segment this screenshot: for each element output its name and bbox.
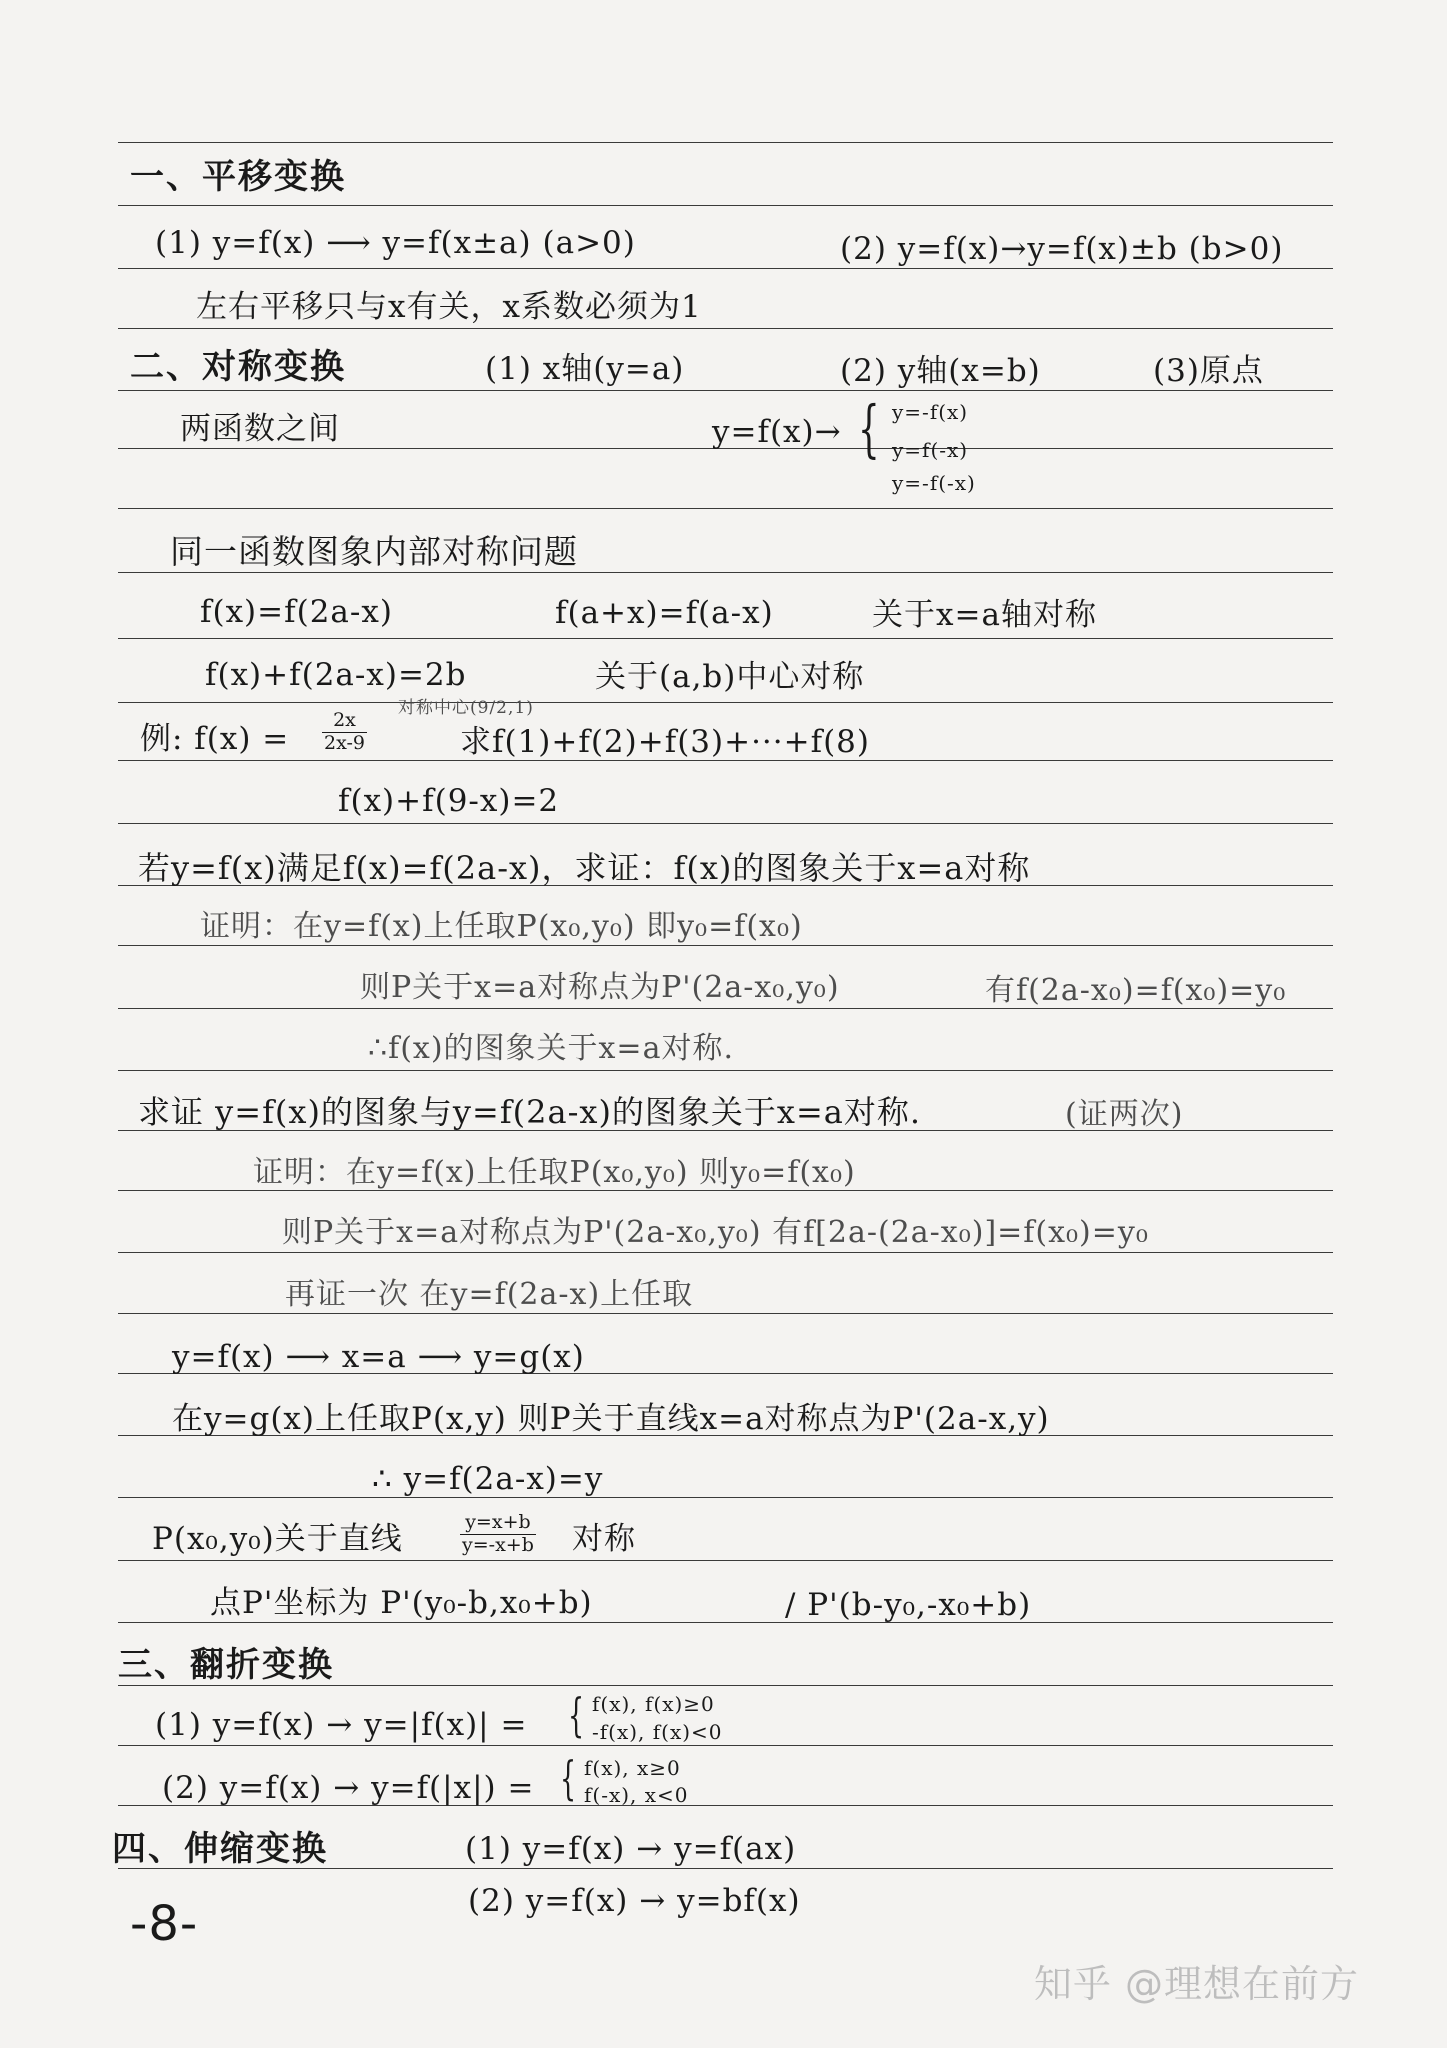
ruled-line bbox=[118, 1685, 1333, 1686]
proof-1-line-a: 证明：在y=f(x)上任取P(x₀,y₀) 即y₀=f(x₀) bbox=[200, 909, 803, 944]
proof-1-line-c: 有f(2a-x₀)=f(x₀)=y₀ bbox=[985, 973, 1287, 1008]
between-functions-label: 两函数之间 bbox=[180, 411, 340, 447]
line-symmetry-lead: P(x₀,y₀)关于直线 bbox=[152, 1521, 403, 1557]
line-equation-2: y=-x+b bbox=[462, 1533, 534, 1556]
proof-2-line-b: 则P关于x=a对称点为P'(2a-x₀,y₀) 有f[2a-(2a-x₀)]=f(x₀)=y₀ bbox=[282, 1215, 1149, 1250]
page-number: -8- bbox=[130, 1896, 199, 1952]
proof-2-line-a: 证明：在y=f(x)上任取P(x₀,y₀) 则y₀=f(x₀) bbox=[253, 1155, 856, 1190]
line-equation-1: y=x+b bbox=[460, 1512, 536, 1535]
symmetry-chain-step: 在y=g(x)上任取P(x,y) 则P关于直线x=a对称点为P'(2a-x,y) bbox=[172, 1401, 1050, 1437]
ruled-line bbox=[118, 823, 1333, 824]
axis-symmetry-eq-2: f(a+x)=f(a-x) bbox=[555, 595, 774, 631]
ruled-line bbox=[118, 205, 1333, 206]
symmetry-map: y=f(x)→ bbox=[712, 414, 842, 450]
symmetry-case-1: y=-f(x) bbox=[892, 400, 969, 424]
ruled-line bbox=[118, 1190, 1333, 1191]
ruled-line bbox=[118, 328, 1333, 329]
line-equations bbox=[460, 1512, 536, 1557]
symmetry-y-axis: (2) y轴(x=b) bbox=[840, 353, 1041, 389]
ruled-line bbox=[118, 1497, 1333, 1498]
axis-symmetry-note: 关于x=a轴对称 bbox=[872, 597, 1097, 633]
center-symmetry-note: 关于(a,b)中心对称 bbox=[595, 659, 865, 695]
scaling-item-1: (1) y=f(x) → y=f(ax) bbox=[465, 1831, 797, 1867]
ruled-line bbox=[118, 1313, 1333, 1314]
proof-1-line-b: 则P关于x=a对称点为P'(2a-x₀,y₀) bbox=[360, 970, 840, 1005]
ruled-line bbox=[118, 1560, 1333, 1561]
line-symmetry-tail: 对称 bbox=[572, 1521, 636, 1557]
problem-1-statement: 若y=f(x)满足f(x)=f(2a-x)，求证：f(x)的图象关于x=a对称 bbox=[138, 849, 1031, 887]
folding-item-2: (2) y=f(x) → y=f(|x|) = bbox=[162, 1770, 535, 1806]
symmetry-chain: y=f(x) ⟶ x=a ⟶ y=g(x) bbox=[172, 1339, 585, 1375]
scaling-item-2: (2) y=f(x) → y=bf(x) bbox=[468, 1883, 801, 1919]
symmetry-case-3: y=-f(-x) bbox=[892, 471, 976, 495]
proof-2-line-c: 再证一次 在y=f(2a-x)上任取 bbox=[285, 1277, 694, 1312]
folding-1-case-2: -f(x), f(x)<0 bbox=[592, 1720, 723, 1744]
ruled-line bbox=[118, 1008, 1333, 1009]
folding-2-case-2: f(-x), x<0 bbox=[584, 1783, 689, 1807]
section-title-scaling: 四、伸缩变换 bbox=[112, 1829, 328, 1869]
line-symmetry-result-alt: / P'(b-y₀,-x₀+b) bbox=[785, 1587, 1032, 1623]
symmetry-origin: (3)原点 bbox=[1153, 353, 1264, 389]
ruled-line bbox=[118, 945, 1333, 946]
folding-1-case-1: f(x), f(x)≥0 bbox=[592, 1692, 715, 1716]
left-brace-icon: { bbox=[568, 1688, 585, 1742]
line-symmetry-result: 点P'坐标为 P'(y₀-b,x₀+b) bbox=[210, 1585, 593, 1621]
section-title-folding: 三、翻折变换 bbox=[118, 1645, 334, 1685]
proof-1-conclusion: ∴f(x)的图象关于x=a对称. bbox=[368, 1031, 734, 1066]
folding-item-1: (1) y=f(x) → y=|f(x)| = bbox=[155, 1707, 528, 1743]
translation-item-1: (1) y=f(x) ⟶ y=f(x±a) (a>0) bbox=[155, 225, 636, 261]
example-denominator: 2x-9 bbox=[324, 731, 365, 754]
left-brace-icon: { bbox=[858, 392, 881, 465]
ruled-line bbox=[118, 508, 1333, 509]
example-center-note: 对称中心(9/2,1) bbox=[398, 698, 534, 718]
axis-symmetry-eq-1: f(x)=f(2a-x) bbox=[200, 594, 393, 630]
example-numerator: 2x bbox=[322, 710, 367, 733]
center-symmetry-eq: f(x)+f(2a-x)=2b bbox=[205, 657, 467, 693]
example-fraction bbox=[322, 710, 367, 755]
symmetry-x-axis: (1) x轴(y=a) bbox=[485, 351, 685, 387]
problem-2-note: (证两次) bbox=[1065, 1097, 1184, 1132]
section-title-symmetry: 二、对称变换 bbox=[130, 347, 346, 387]
ruled-line bbox=[118, 1070, 1333, 1071]
left-brace-icon: { bbox=[560, 1751, 577, 1805]
ruled-line bbox=[118, 268, 1333, 269]
symmetry-chain-result: ∴ y=f(2a-x)=y bbox=[372, 1461, 604, 1497]
ruled-line bbox=[118, 760, 1333, 761]
ruled-line bbox=[118, 1622, 1333, 1623]
translation-note: 左右平移只与x有关，x系数必须为1 bbox=[196, 289, 702, 325]
section-title-translation: 一、平移变换 bbox=[130, 157, 346, 197]
ruled-line bbox=[118, 572, 1333, 573]
problem-2-statement: 求证 y=f(x)的图象与y=f(2a-x)的图象关于x=a对称. bbox=[138, 1093, 922, 1131]
example-label: 例: f(x) = bbox=[140, 721, 290, 757]
ruled-line bbox=[118, 1252, 1333, 1253]
watermark: 知乎 @理想在前方 bbox=[1033, 1962, 1359, 2006]
ruled-line bbox=[118, 390, 1333, 391]
symmetry-case-2: y=f(-x) bbox=[892, 438, 969, 462]
folding-2-case-1: f(x), x≥0 bbox=[584, 1756, 681, 1780]
example-result: f(x)+f(9-x)=2 bbox=[338, 783, 560, 819]
internal-symmetry-title: 同一函数图象内部对称问题 bbox=[170, 532, 578, 571]
ruled-line bbox=[118, 142, 1333, 143]
ruled-line bbox=[118, 702, 1333, 703]
translation-item-2: (2) y=f(x)→y=f(x)±b (b>0) bbox=[840, 231, 1284, 267]
example-task: 求f(1)+f(2)+f(3)+···+f(8) bbox=[460, 724, 871, 760]
ruled-line bbox=[118, 638, 1333, 639]
ruled-line bbox=[118, 1745, 1333, 1746]
